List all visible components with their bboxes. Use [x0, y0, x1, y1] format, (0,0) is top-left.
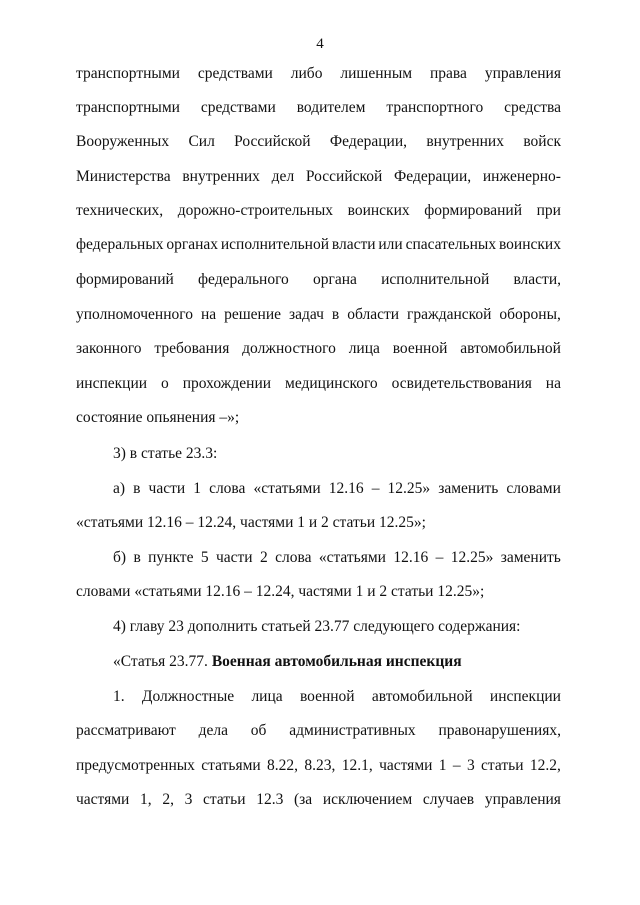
article-heading: [113, 652, 561, 672]
word: воинских: [347, 202, 410, 219]
text-line-2: [76, 98, 561, 118]
text-line-11: состояние опьянения –»;: [76, 409, 240, 426]
word: Федерации,: [329, 133, 407, 150]
word: инспекции: [489, 688, 561, 705]
word: лица: [348, 340, 380, 357]
word: транспортного: [386, 99, 484, 116]
word: 8.23,: [304, 757, 336, 774]
word: или: [378, 236, 403, 253]
word: на: [200, 306, 217, 323]
word: статьи: [203, 791, 246, 808]
word: о: [161, 375, 169, 392]
word: прохождении: [182, 375, 272, 392]
word: внутренних: [182, 168, 260, 185]
word: либо: [290, 65, 323, 82]
word: б): [113, 549, 127, 566]
text-line-9: [76, 339, 561, 359]
word: 1: [193, 480, 201, 497]
word: статьи: [481, 757, 524, 774]
item-3-heading: 3) в статье 23.3:: [113, 445, 218, 462]
word: федеральных: [76, 236, 164, 253]
word: Российской: [234, 133, 311, 150]
word: об: [250, 722, 267, 739]
word: 3: [466, 757, 475, 774]
word: словами: [506, 480, 561, 497]
word: инженерно-: [482, 168, 561, 185]
word: формирований: [424, 202, 523, 219]
word: на: [545, 375, 561, 392]
word: заменить: [500, 549, 561, 566]
word: органах: [166, 236, 219, 253]
word: случаев: [422, 791, 475, 808]
word: внутренних: [426, 133, 504, 150]
word: технических,: [76, 202, 164, 219]
word: лица: [251, 688, 283, 705]
clause-1-line-2: [76, 721, 561, 741]
word: административных: [289, 722, 416, 739]
word: власти: [331, 236, 376, 253]
word: управления: [484, 65, 561, 82]
item-3b-line-2: словами «статьями 12.16 – 12.24, частями 1 и 2 статьи 12.25»;: [76, 583, 485, 600]
word: заменить: [438, 480, 499, 497]
word: военной: [299, 688, 355, 705]
text-line-6: [76, 235, 561, 255]
text-line-10: [76, 374, 561, 394]
word: средства: [504, 99, 561, 116]
word: –: [452, 757, 461, 774]
word: Сил: [188, 133, 215, 150]
word: Вооруженных: [76, 133, 170, 150]
word: автомобильной: [460, 340, 561, 357]
item-4: 4) главу 23 дополнить статьей 23.77 следующего содержания:: [113, 618, 521, 635]
word: гражданской: [407, 306, 492, 323]
word: в: [133, 549, 141, 566]
word: 12.16: [393, 549, 429, 566]
word: а): [113, 480, 126, 497]
word: требования: [154, 340, 230, 357]
word: задач: [289, 306, 324, 323]
word: средствами: [197, 65, 273, 82]
word: управления: [484, 791, 561, 808]
word: части: [148, 480, 186, 497]
word: 12.2,: [529, 757, 561, 774]
word: в: [133, 480, 141, 497]
word: Министерства: [76, 168, 171, 185]
word: военной: [392, 340, 448, 357]
word: исполнительной: [220, 236, 330, 253]
clause-1-line-3: [76, 756, 561, 776]
word: правонарушениях,: [438, 722, 561, 739]
word: 1.: [113, 688, 125, 705]
word: автомобильной: [371, 688, 473, 705]
word: (за: [293, 791, 313, 808]
word: должностного: [242, 340, 336, 357]
page-number: 4: [316, 36, 324, 52]
word: дела: [198, 722, 228, 739]
word: 12.1,: [341, 757, 373, 774]
word: рассматривают: [76, 722, 176, 739]
word: 12.3: [256, 791, 284, 808]
word: части: [215, 549, 253, 566]
word: –: [435, 549, 444, 566]
word: в: [331, 306, 340, 323]
word: транспортными: [76, 65, 180, 82]
text-line-7: [76, 270, 561, 290]
text-line-3: [76, 132, 561, 152]
word: Должностные: [141, 688, 235, 705]
word: 2: [259, 549, 268, 566]
word: при: [536, 202, 561, 219]
word: частями: [379, 757, 433, 774]
word: 2,: [162, 791, 174, 808]
word: транспортными: [76, 99, 180, 116]
word: инспекции: [76, 375, 148, 392]
word: органа: [313, 271, 357, 288]
word: войск: [523, 133, 561, 150]
text-line-8: [76, 305, 561, 325]
word: предусмотренных: [76, 757, 195, 774]
clause-1-line-4: [76, 790, 561, 810]
word: права: [430, 65, 467, 82]
word: слова: [275, 549, 312, 566]
word: Федерации,: [394, 168, 472, 185]
word: «статьями: [318, 549, 386, 566]
text-line-1: [76, 64, 561, 84]
item-3b-line-1: [113, 548, 561, 568]
word: медицинского: [285, 375, 378, 392]
word: «статьями: [253, 480, 321, 497]
word: водителем: [296, 99, 366, 116]
word: освидетельствования: [391, 375, 532, 392]
word: власти,: [513, 271, 561, 288]
word: обороны,: [499, 306, 561, 323]
word: лишенным: [340, 65, 413, 82]
word: решение: [224, 306, 282, 323]
word: области: [347, 306, 400, 323]
word: Российской: [305, 168, 383, 185]
word: 12.25»: [450, 549, 494, 566]
word: средствами: [200, 99, 276, 116]
word: пункте: [148, 549, 194, 566]
article-number: «Статья 23.77.: [113, 653, 212, 670]
word: дорожно-строительных: [177, 202, 334, 219]
word: уполномоченного: [76, 306, 193, 323]
word: 12.16: [328, 480, 364, 497]
word: 5: [200, 549, 209, 566]
word: 3: [184, 791, 193, 808]
text-line-4: [76, 167, 561, 187]
word: законного: [76, 340, 142, 357]
word: 12.25»: [387, 480, 431, 497]
word: исключением: [322, 791, 413, 808]
word: –: [371, 480, 380, 497]
word: федерального: [197, 271, 289, 288]
word: слова: [209, 480, 246, 497]
clause-1-line-1: [113, 687, 561, 707]
text-line-5: [76, 201, 561, 221]
article-title: Военная автомобильная инспекция: [211, 653, 462, 670]
word: 8.22,: [267, 757, 299, 774]
item-3a-line-2: «статьями 12.16 – 12.24, частями 1 и 2 статьи 12.25»;: [76, 514, 426, 531]
word: формирований: [76, 271, 174, 288]
word: частями: [76, 791, 130, 808]
item-3a-line-1: [113, 479, 561, 499]
word: дел: [271, 168, 295, 185]
word: 1,: [140, 791, 152, 808]
word: исполнительной: [381, 271, 490, 288]
word: 1: [438, 757, 447, 774]
word: статьями: [201, 757, 261, 774]
word: спасательных: [405, 236, 497, 253]
word: воинских: [498, 236, 561, 253]
